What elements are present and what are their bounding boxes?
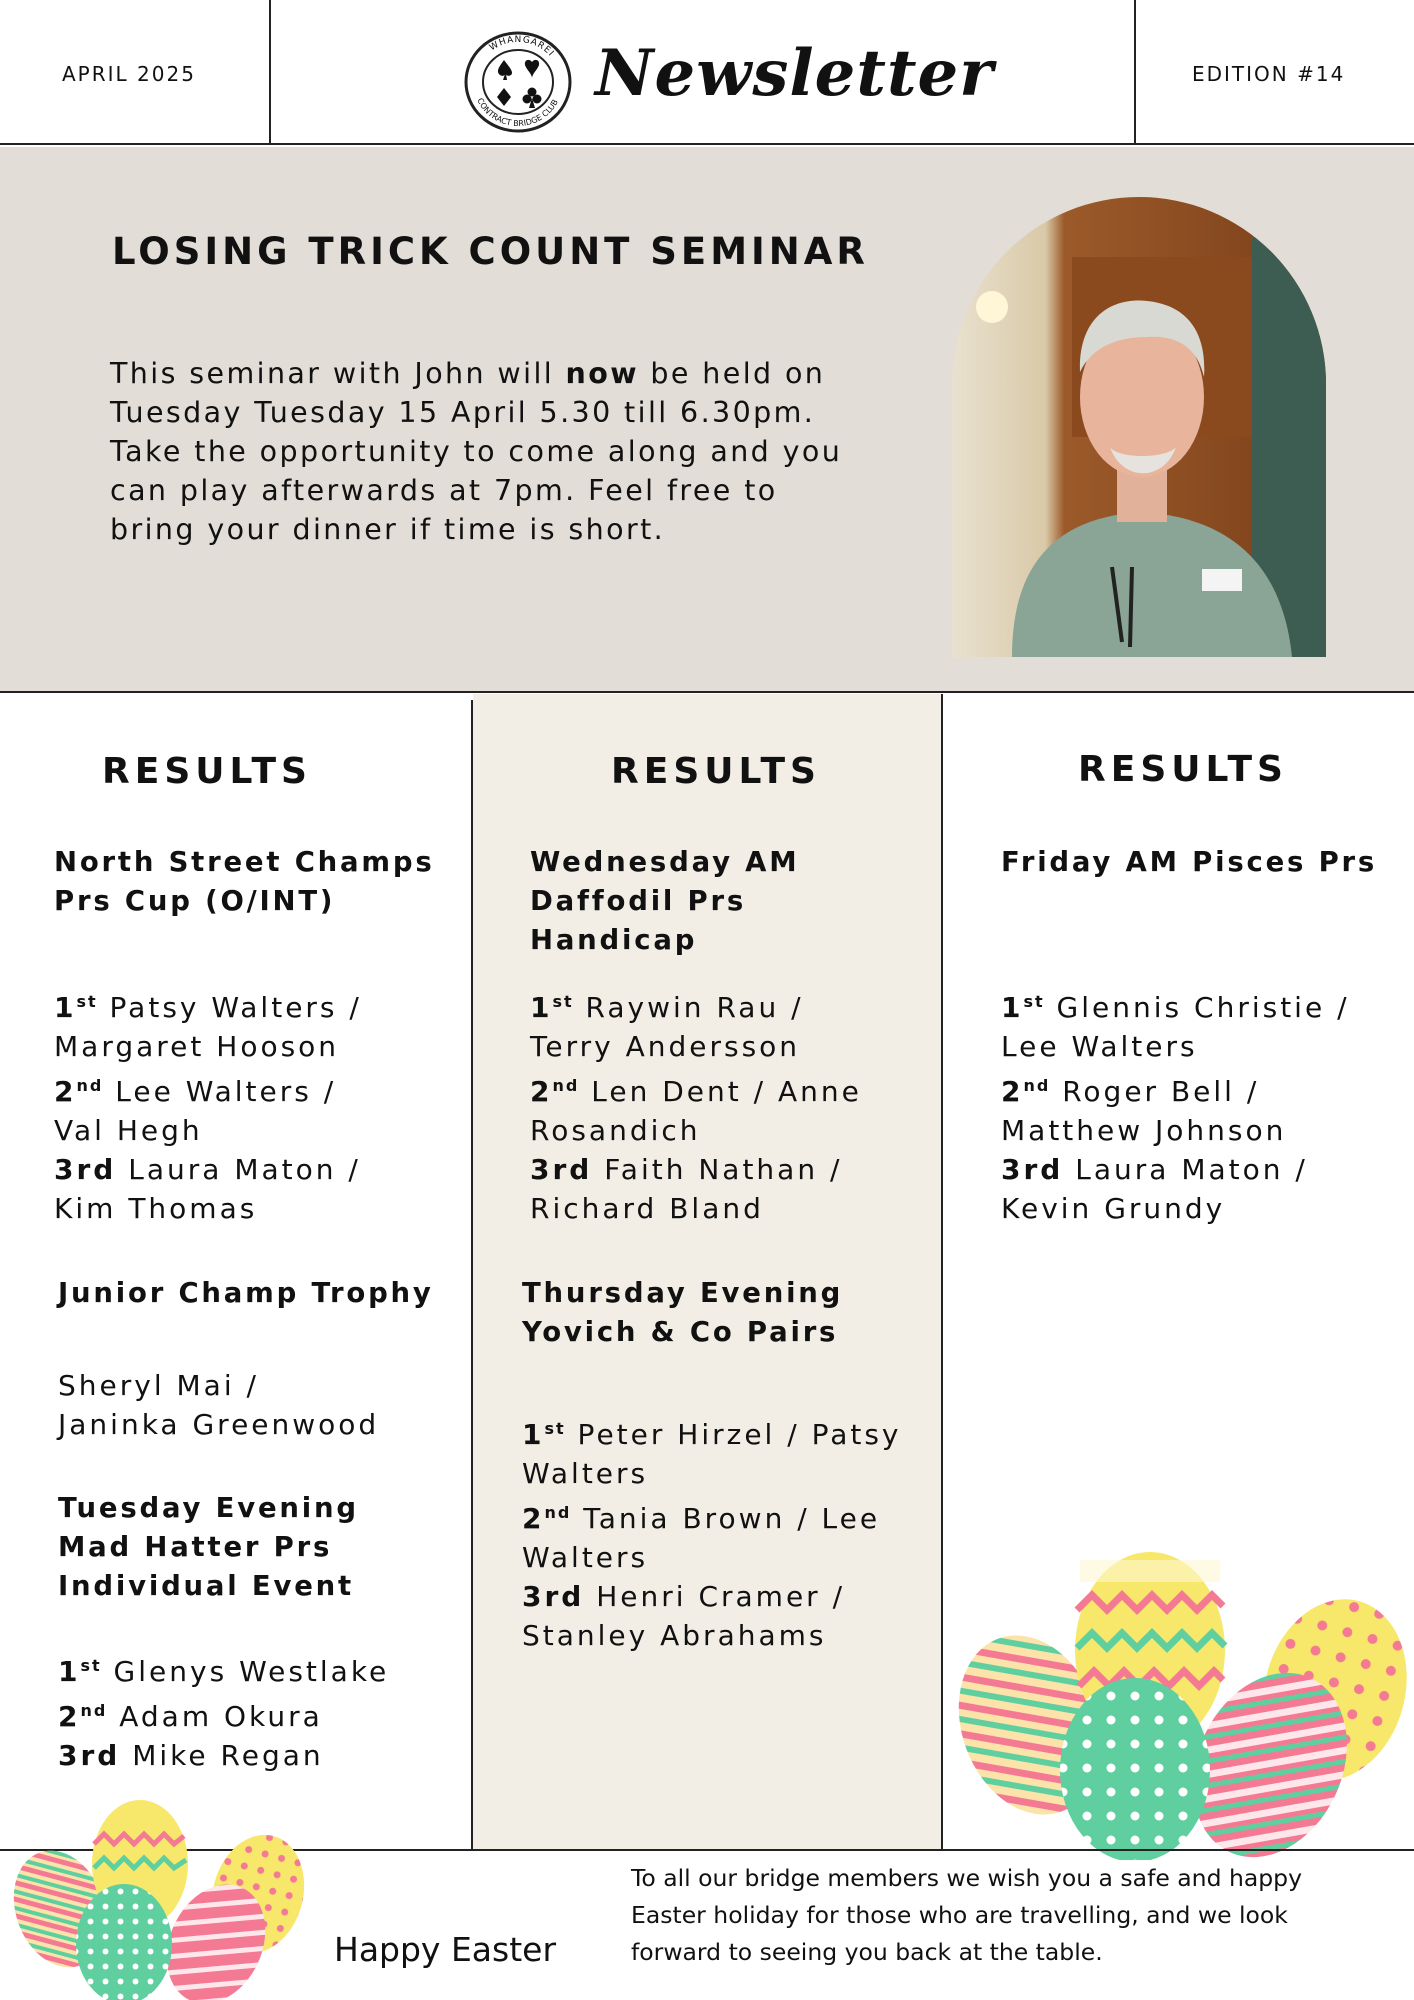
seminar-title: LOSING TRICK COUNT SEMINAR [112, 230, 869, 273]
result-line: 2nd Tania Brown / Lee [522, 1502, 881, 1535]
result-line: Rosandich [530, 1114, 701, 1147]
results-heading: RESULTS [102, 751, 312, 792]
presenter-photo [952, 197, 1326, 657]
result-line: Walters [522, 1457, 649, 1490]
result-line: 2nd Roger Bell / [1001, 1075, 1260, 1108]
issue-date: APRIL 2025 [62, 62, 196, 86]
result-line: 3rd Faith Nathan / [530, 1153, 843, 1186]
result-line: 3rd Laura Maton / [1001, 1153, 1308, 1186]
result-line: 1st Patsy Walters / [54, 991, 362, 1024]
header-divider-left [269, 0, 271, 145]
newsletter-title: Newsletter [595, 36, 994, 111]
result-line: 3rd Laura Maton / [54, 1153, 361, 1186]
column-divider-right [941, 694, 943, 1849]
event-results [58, 1366, 379, 1444]
svg-text:WHANGAREI: WHANGAREI [487, 34, 556, 59]
event-results [530, 982, 862, 1228]
result-line: 1st Peter Hirzel / Patsy [522, 1418, 902, 1451]
event-title: North Street Champs Prs Cup (O/INT) [54, 846, 435, 917]
small-egg-dotted-green [76, 1884, 172, 2000]
result-line: Lee Walters [1001, 1030, 1198, 1063]
result-line: Val Hegh [54, 1114, 203, 1147]
result-line: Kim Thomas [54, 1192, 258, 1225]
result-line: Margaret Hooson [54, 1030, 340, 1063]
seminar-text-emphasis: now [565, 357, 639, 390]
result-line: Matthew Johnson [1001, 1114, 1287, 1147]
header-divider-right [1134, 0, 1136, 145]
event-title: Tuesday Evening Mad Hatter Prs Individual Event [58, 1492, 359, 1602]
seminar-banner [0, 147, 1414, 693]
result-line: Kevin Grundy [1001, 1192, 1226, 1225]
seminar-text-part2: be held on Tuesday Tuesday 15 April 5.30 till 6.30pm. Take the opportunity to come along and you can play afterwards at 7pm. Feel free to bring your dinner if time is short. [110, 357, 843, 546]
small-easter-eggs-illustration [8, 1794, 310, 2000]
result-line: 3rd Henri Cramer / [522, 1580, 846, 1613]
result-line: Stanley Abrahams [522, 1619, 827, 1652]
easter-eggs-illustration [955, 1540, 1414, 1860]
result-line: Janinka Greenwood [58, 1408, 380, 1441]
column-divider-left [471, 700, 473, 1850]
seminar-text-part1: This seminar with John will [110, 357, 566, 390]
result-line: 2nd Len Dent / Anne [530, 1075, 862, 1108]
easter-message: To all our bridge members we wish you a safe and happy Easter holiday for those who are travelling, and we look forward to seeing you back at the table. [631, 1864, 1302, 1966]
result-line: 1st Raywin Rau / [530, 991, 804, 1024]
event-title: Junior Champ Trophy [58, 1277, 434, 1309]
event-results [58, 1646, 389, 1775]
result-line: 2nd Adam Okura [58, 1700, 323, 1733]
event-title: Thursday Evening Yovich & Co Pairs [522, 1277, 844, 1348]
happy-easter-label: Happy Easter [334, 1930, 557, 1969]
result-line: Richard Bland [530, 1192, 764, 1225]
newsletter-header [0, 0, 1414, 145]
result-line: Terry Andersson [530, 1030, 801, 1063]
edition-number: EDITION #14 [1192, 62, 1346, 86]
result-line: 2nd Lee Walters / [54, 1075, 337, 1108]
result-line: Walters [522, 1541, 649, 1574]
result-line: 3rd Mike Regan [58, 1739, 324, 1772]
result-line: 1st Glennis Christie / [1001, 991, 1350, 1024]
svg-text:CONTRACT BRIDGE CLUB: CONTRACT BRIDGE CLUB [475, 96, 560, 129]
event-results [54, 982, 362, 1228]
results-heading: RESULTS [611, 751, 821, 792]
event-results [1001, 982, 1350, 1228]
results-heading: RESULTS [1078, 749, 1288, 790]
result-line: Sheryl Mai / [58, 1369, 259, 1402]
event-title: Friday AM Pisces Prs [1001, 846, 1378, 878]
seminar-description [110, 354, 850, 549]
egg-dotted-green [1060, 1678, 1210, 1860]
event-title: Wednesday AM Daffodil Prs Handicap [530, 846, 800, 956]
bridge-club-logo [462, 30, 574, 134]
event-results [522, 1409, 902, 1655]
result-line: 1st Glenys Westlake [58, 1655, 390, 1688]
